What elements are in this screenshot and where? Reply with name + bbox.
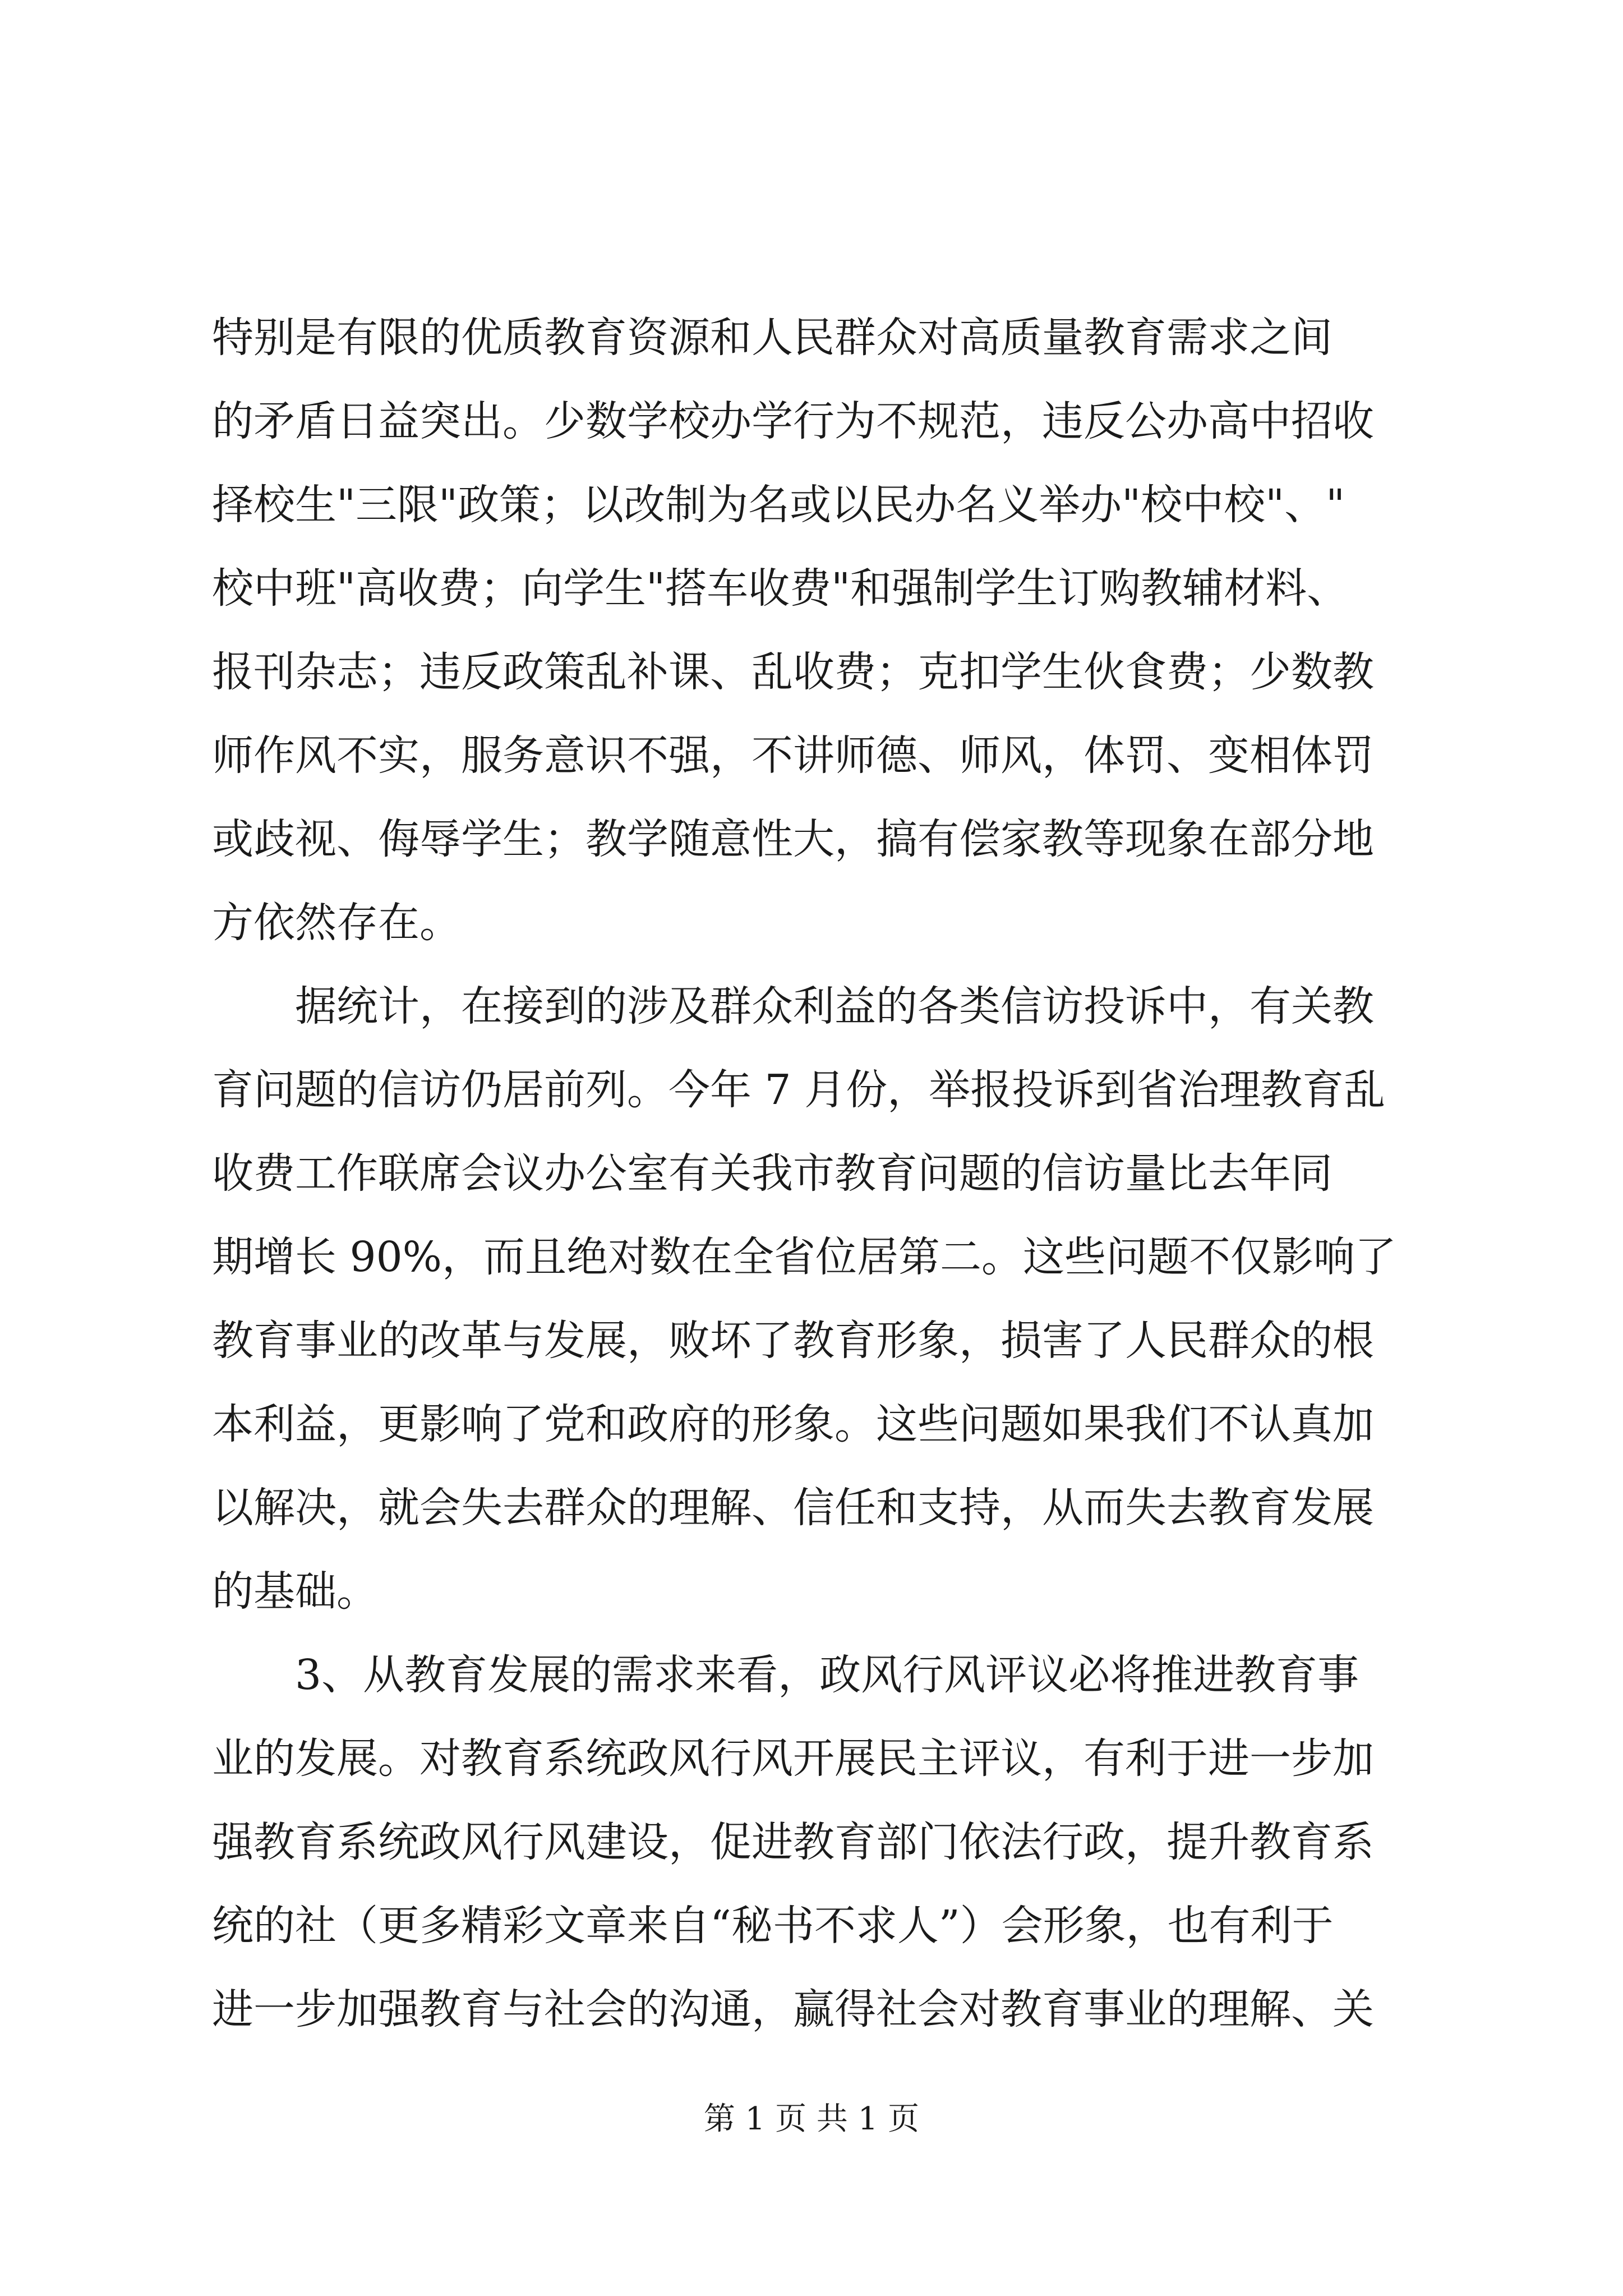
text-line: 或歧视、侮辱学生；教学随意性大，搞有偿家教等现象在部分地 <box>212 815 1374 863</box>
text-line: 3、从教育发展的需求来看，政风行风评议必将推进教育事 <box>295 1651 1359 1699</box>
text-line: 教育事业的改革与发展，败坏了教育形象，损害了人民群众的根 <box>212 1317 1374 1365</box>
text-line: 报刊杂志；违反政策乱补课、乱收费；克扣学生伙食费；少数教 <box>212 648 1374 696</box>
text-line: 方依然存在。 <box>212 899 461 947</box>
text-line: 收费工作联席会议办公室有关我市教育问题的信访量比去年同 <box>212 1149 1332 1198</box>
text-line: 据统计，在接到的涉及群众利益的各类信访投诉中，有关教 <box>295 982 1374 1030</box>
paragraph-1 <box>212 296 1423 965</box>
text-line: 本利益，更影响了党和政府的形象。这些问题如果我们不认真加 <box>212 1400 1374 1448</box>
text-line: 的矛盾日益突出。少数学校办学行为不规范，违反公办高中招收 <box>212 397 1374 445</box>
paragraph-2 <box>212 965 1423 1634</box>
text-line: 师作风不实，服务意识不强，不讲师德、师风，体罚、变相体罚 <box>212 731 1374 780</box>
text-line: 特别是有限的优质教育资源和人民群众对高质量教育需求之间 <box>212 314 1332 362</box>
text-line: 以解决，就会失去群众的理解、信任和支持，从而失去教育发展 <box>212 1484 1374 1532</box>
document-body <box>212 296 1423 2051</box>
page-number-footer: 第 1 页 共 1 页 <box>703 2101 920 2137</box>
paragraph-3 <box>212 1634 1423 2051</box>
text-line: 校中班"高收费；向学生"搭车收费"和强制学生订购教辅材料、 <box>212 564 1349 613</box>
text-line: 的基础。 <box>212 1567 378 1616</box>
text-line: 业的发展。对教育系统政风行风开展民主评议，有利于进一步加 <box>212 1734 1374 1783</box>
text-line: 强教育系统政风行风建设，促进教育部门依法行政，提升教育系 <box>212 1818 1374 1866</box>
text-line: 期增长 90%，而且绝对数在全省位居第二。这些问题不仅影响了 <box>212 1233 1396 1281</box>
text-line: 统的社（更多精彩文章来自“秘书不求人”）会形象，也有利于 <box>212 1902 1334 1950</box>
text-line: 育问题的信访仍居前列。今年 7 月份，举报投诉到省治理教育乱 <box>212 1066 1386 1114</box>
text-line: 择校生"三限"政策；以改制为名或以民办名义举办"校中校"、" <box>212 481 1345 529</box>
text-line: 进一步加强教育与社会的沟通，赢得社会对教育事业的理解、关 <box>212 1985 1374 2033</box>
